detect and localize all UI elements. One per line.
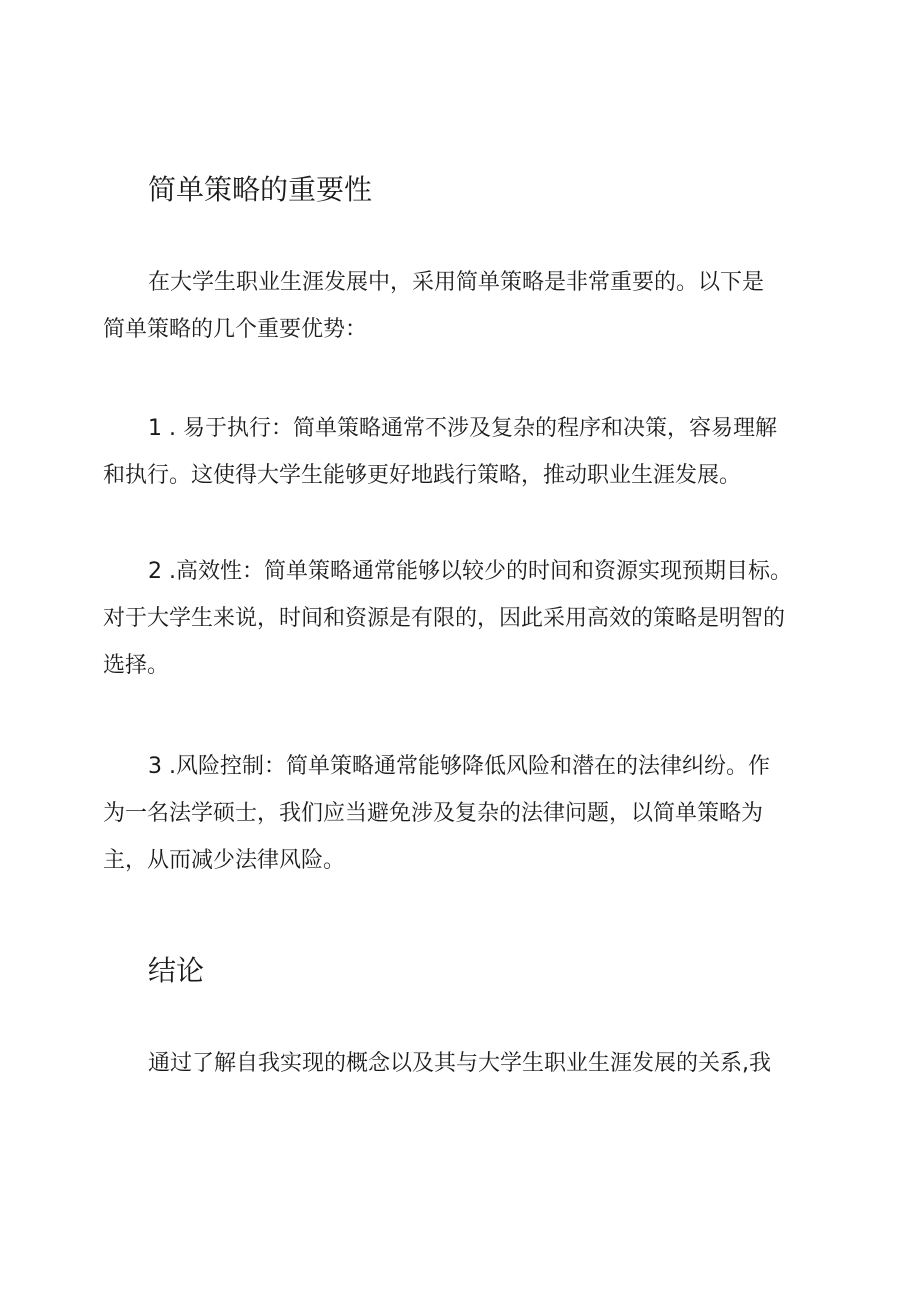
list-item-3 — [103, 743, 770, 884]
paragraph-line: 简单策略的几个重要优势： — [103, 317, 368, 342]
intro-paragraph — [103, 259, 764, 353]
section-heading-importance: 简单策略的重要性 — [148, 173, 373, 206]
paragraph-line: 对于大学生来说，时间和资源是有限的，因此采用高效的策略是明智的 — [103, 606, 786, 631]
paragraph-line: 在大学生职业生涯发展中，采用简单策略是非常重要的。以下是 — [148, 270, 765, 295]
list-item-2 — [103, 548, 792, 689]
paragraph-line: 为一名法学硕士，我们应当避免涉及复杂的法律问题，以简单策略为 — [103, 801, 764, 826]
paragraph-line: 1 . 易于执行：简单策略通常不涉及复杂的程序和决策，容易理解 — [148, 416, 777, 441]
paragraph-line: 通过了解自我实现的概念以及其与大学生职业生涯发展的关系,我 — [148, 1051, 771, 1076]
paragraph-line: 和执行。这使得大学生能够更好地践行策略，推动职业生涯发展。 — [103, 463, 742, 488]
paragraph-line: 选择。 — [103, 653, 170, 678]
paragraph-line: 3 .风险控制：简单策略通常能够降低风险和潜在的法律纠纷。作 — [148, 754, 770, 779]
conclusion-paragraph — [103, 1040, 771, 1087]
paragraph-line: 2 .高效性：简单策略通常能够以较少的时间和资源实现预期目标。 — [148, 559, 792, 584]
list-item-1 — [103, 405, 777, 499]
paragraph-line: 主，从而减少法律风险。 — [103, 848, 346, 873]
section-heading-conclusion: 结论 — [148, 954, 205, 987]
